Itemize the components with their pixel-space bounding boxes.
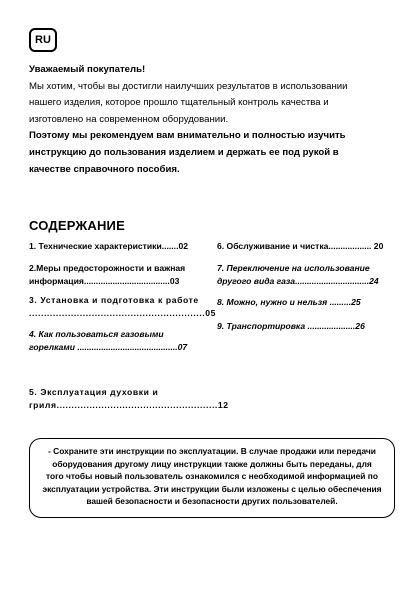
toc-item-line: 3. Установка и подготовка к работе bbox=[29, 295, 199, 305]
toc-item-line: 8. Можно, нужно и нельзя .........25 bbox=[217, 297, 361, 307]
toc-item-line: 2.Меры предосторожности и важная bbox=[29, 263, 186, 273]
notice-line: эксплуатации устройства. Эти инструкции были изложены с целью обеспечения bbox=[42, 483, 382, 494]
toc-item[interactable] bbox=[217, 262, 397, 287]
intro-line: инструкцию до пользования изделием и держать ее под рукой в bbox=[29, 146, 339, 158]
toc-item[interactable] bbox=[29, 328, 205, 353]
toc-item-line: 5. Эксплуатация духовки и bbox=[29, 387, 159, 397]
language-badge: RU bbox=[29, 28, 57, 52]
intro-line: изготовлено на современном оборудовании. bbox=[29, 113, 229, 125]
toc-item-line: 1. Технические характеристики.......02 bbox=[29, 241, 189, 251]
toc-title: СОДЕРЖАНИЕ bbox=[29, 218, 125, 233]
notice-line: того чтобы новый пользователь ознакомился с необходимой информацией по bbox=[46, 471, 378, 482]
greeting: Уважаемый покупатель! bbox=[29, 64, 146, 75]
intro-text bbox=[29, 62, 399, 178]
toc-item[interactable] bbox=[217, 296, 397, 309]
toc-item-line: горелками ..........................................07 bbox=[29, 341, 188, 352]
toc-item-line: ...........................................................05 bbox=[29, 307, 217, 318]
toc-item[interactable] bbox=[29, 294, 217, 319]
toc-item[interactable] bbox=[29, 240, 205, 253]
intro-line: нашего изделия, которое прошло тщательный контроль качества и bbox=[29, 97, 329, 109]
toc-item-line: другого вида газа...............................24 bbox=[217, 275, 379, 286]
notice-box bbox=[29, 438, 395, 518]
notice-line: - Сохраните эти инструкции по эксплуатации. В случае продажи или передачи bbox=[48, 446, 376, 456]
notice-line: вашей безопасности и безопасности других пользователей. bbox=[86, 496, 338, 507]
toc-item[interactable] bbox=[29, 386, 229, 411]
toc-item[interactable] bbox=[29, 262, 205, 287]
intro-line: качестве справочного пособия. bbox=[29, 163, 180, 175]
toc-item-line: информация....................................03 bbox=[29, 275, 180, 286]
toc-item-line: 6. Обслуживание и чистка.................. 20 bbox=[217, 241, 384, 251]
toc-item[interactable] bbox=[217, 240, 397, 253]
toc-item-line: 4. Как пользоваться газовыми bbox=[29, 329, 164, 339]
toc-item-line: гриля......................................................12 bbox=[29, 399, 229, 410]
notice-line: оборудования другому лицу инструкции также должны быть переданы, для bbox=[52, 458, 372, 469]
intro-line: Поэтому мы рекомендуем вам внимательно и полностью изучить bbox=[29, 130, 346, 142]
toc-item[interactable] bbox=[217, 320, 397, 333]
toc-item-line: 9. Транспортировка ....................26 bbox=[217, 321, 365, 331]
toc-item-line: 7. Переключение на использование bbox=[217, 263, 370, 273]
intro-line: Мы хотим, чтобы вы достигли наилучших результатов в использовании bbox=[29, 80, 348, 92]
